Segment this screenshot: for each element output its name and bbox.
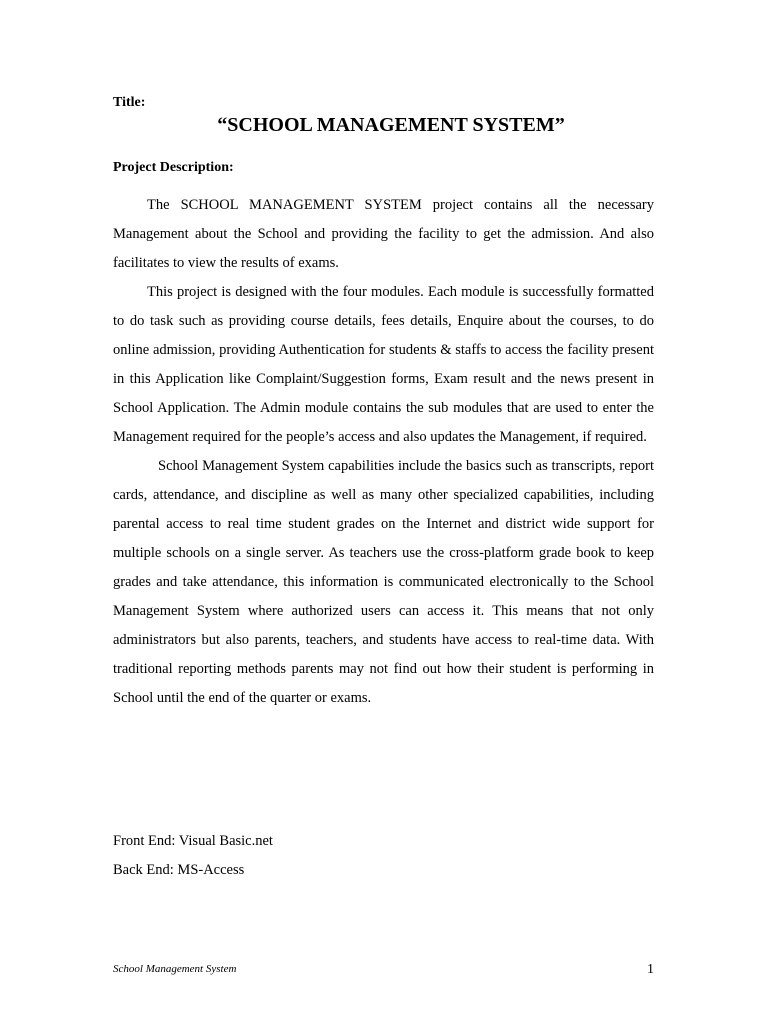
title-label: Title: bbox=[113, 95, 146, 110]
front-end-line: Front End: Visual Basic.net bbox=[113, 833, 273, 849]
paragraph-1: The SCHOOL MANAGEMENT SYSTEM project contains all the necessary Management about the School and providing the facility to get the admission. And also facilitates to view the results of exams. bbox=[113, 197, 654, 271]
footer-title: School Management System bbox=[113, 963, 237, 975]
project-description-heading: Project Description: bbox=[113, 160, 234, 175]
description-body bbox=[113, 191, 654, 713]
main-title: “SCHOOL MANAGEMENT SYSTEM” bbox=[217, 114, 565, 136]
paragraph-3: School Management System capabilities include the basics such as transcripts, report cards, attendance, and discipline as well as many other specialized capabilities, including parental access to real time student grades on the Internet and district wide support for multiple schools on a single server. As teachers use the cross-platform grade book to keep grades and take attendance, this information is communicated electronically to the School Management System where authorized users can access it. This means that not only administrators but also parents, teachers, and students have access to real-time data. With traditional reporting methods parents may not find out how their student is performing in School until the end of the quarter or exams. bbox=[113, 458, 654, 706]
page-number: 1 bbox=[647, 962, 654, 977]
back-end-line: Back End: MS-Access bbox=[113, 862, 245, 878]
paragraph-2: This project is designed with the four modules. Each module is successfully formatted to do task such as providing course details, fees details, Enquire about the courses, to do online admission, providing Authentication for students & staffs to access the facility present in this Application like Complaint/Suggestion forms, Exam result and the news present in School Application. The Admin module contains the sub modules that are used to enter the Management required for the people’s access and also updates the Management, if required. bbox=[113, 284, 654, 445]
